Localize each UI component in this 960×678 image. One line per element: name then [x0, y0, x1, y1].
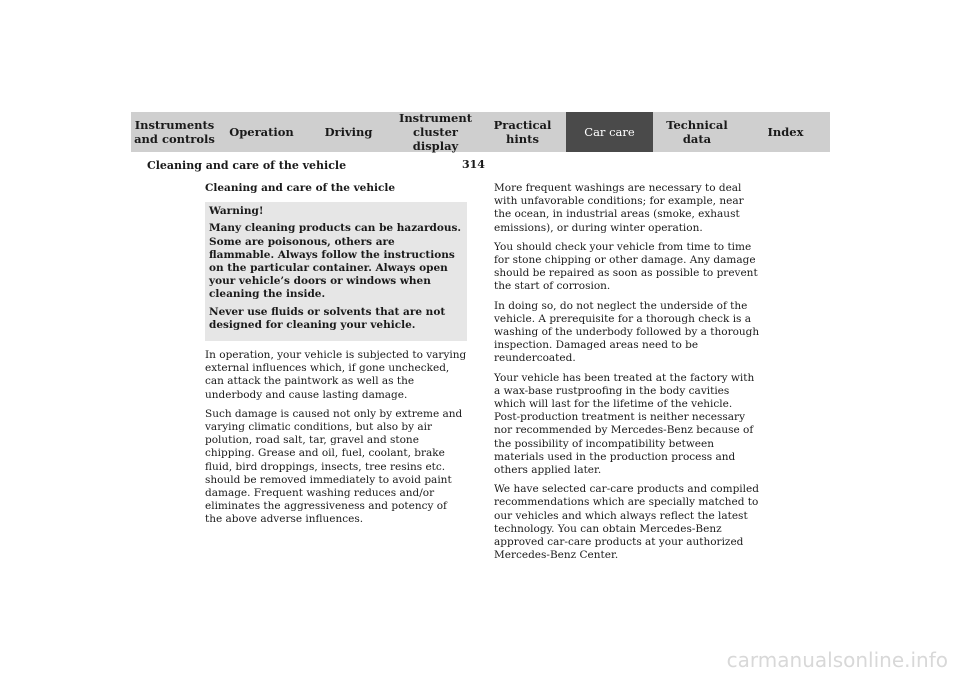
warning-text: Never use fluids or solvents that are not designed for cleaning your vehicle.	[209, 305, 446, 331]
section-nav	[131, 112, 830, 152]
watermark: carmanualsonline.info	[726, 648, 948, 672]
right-column	[494, 182, 760, 568]
left-column	[205, 182, 467, 533]
tab-technical-data[interactable]: Technical data	[653, 112, 741, 152]
paragraph: You should check your vehicle from time to time for stone chipping or other damage. Any damage should be repaired as soon as possible to prevent the start of corrosion.	[494, 240, 758, 293]
running-head: Cleaning and care of the vehicle	[147, 159, 347, 172]
tab-instrument-cluster-display[interactable]: Instrument cluster display	[392, 112, 479, 152]
tab-index[interactable]: Index	[741, 112, 830, 152]
page-number: 314	[462, 158, 485, 171]
section-title: Cleaning and care of the vehicle	[205, 182, 396, 194]
tab-operation[interactable]: Operation	[218, 112, 305, 152]
paragraph: Such damage is caused not only by extreme and varying climatic conditions, but also by air polution, road salt, tar, gravel and stone chipping. Grease and oil, fuel, coolant, brake fluid, bird droppings, insects, tree resins etc. should be removed immediately to avoid paint damage. Frequent washing reduces and/or eliminates the aggressiveness and potency of the above adverse influences.	[205, 407, 463, 526]
paragraph: More frequent washings are necessary to deal with unfavorable conditions; for example, near the ocean, in industrial areas (smoke, exhaust emissions), or during winter operation.	[494, 182, 744, 234]
paragraph: Your vehicle has been treated at the factory with a wax-base rustproofing in the body cavities which will last for the lifetime of the vehicle. Post-production treatment is neither necessary nor recommended by Mercedes-Benz because of the possibility of incompatibility between materials used in the production process and others applied later.	[494, 371, 755, 477]
warning-heading: Warning!	[209, 205, 264, 218]
warning-box	[205, 202, 467, 341]
paragraph: In doing so, do not neglect the underside of the vehicle. A prerequisite for a thorough check is a washing of the underbody followed by a thorough inspection. Damaged areas need to be reundercoated.	[494, 299, 760, 365]
tab-car-care[interactable]: Car care	[566, 112, 653, 152]
tab-instruments-and-controls[interactable]: Instruments and controls	[131, 112, 218, 152]
warning-text: Many cleaning products can be hazardous. Some are poisonous, others are flammable. Always follow the instructions on the particular container. Always open your vehicle’s doors or windows when cleaning the inside.	[209, 222, 462, 301]
paragraph: In operation, your vehicle is subjected to varying external influences which, if gone unchecked, can attack the paintwork as well as the underbody and cause lasting damage.	[205, 349, 467, 401]
tab-practical-hints[interactable]: Practical hints	[479, 112, 566, 152]
paragraph: We have selected car-care products and compiled recommendations which are specially matched to our vehicles and which always reflect the latest technology. You can obtain Mercedes-Benz approved car-care products at your authorized Mercedes-Benz Center.	[494, 483, 759, 562]
tab-driving[interactable]: Driving	[305, 112, 392, 152]
